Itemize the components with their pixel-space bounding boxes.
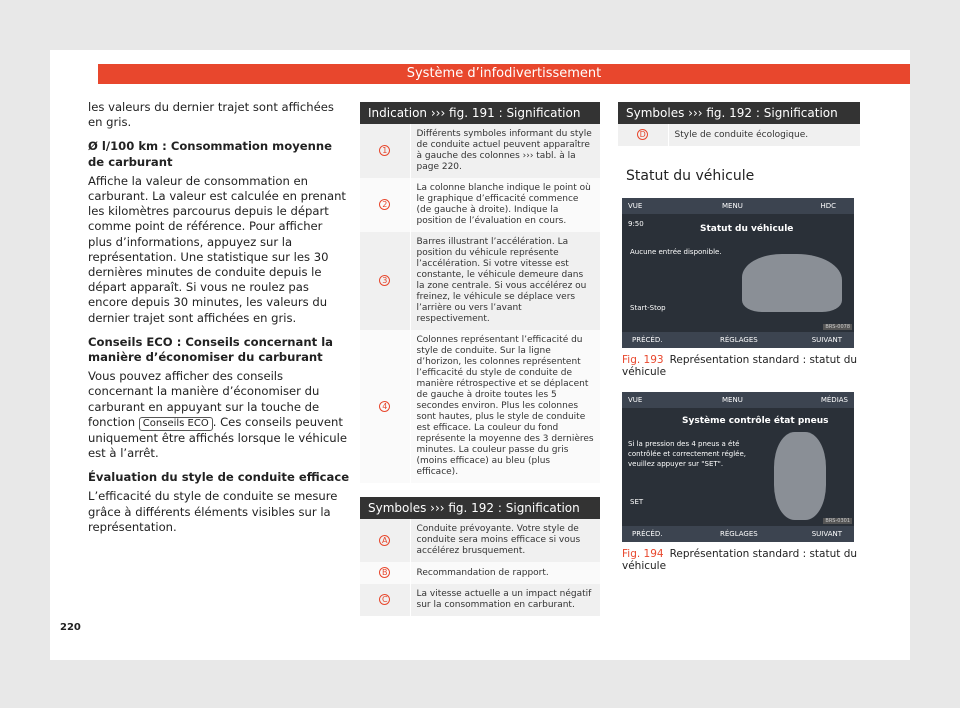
info-line: Si la pression des 4 pneus a été	[628, 440, 740, 448]
table-row	[360, 562, 600, 584]
table-cell: Barres illustrant l’accélération. La position du véhicule représente l’accélération. Si votre vitesse est constante, le véhicule demeure dans la zone centrale. Si vous accélérez ou freinez, le véhicule se déplace vers l’arrière ou vers l’avant respectivement.	[410, 232, 600, 330]
media-button: MÉDIAS	[820, 396, 848, 404]
table-cell: Conduite prévoyante. Votre style de conduite sera moins efficace si vous accélérez brusquement.	[410, 519, 600, 562]
table-row	[360, 178, 600, 232]
paragraph: L’efficacité du style de conduite se mesure grâce à différents éléments visibles sur la représentation.	[88, 489, 338, 534]
prev-button: PRÉCÉD.	[632, 530, 663, 538]
page-number: 220	[60, 622, 81, 633]
clock: 9:50	[628, 220, 644, 228]
menu-button: MENU	[722, 202, 743, 210]
letter-badge: B	[379, 567, 390, 578]
figure-label: Fig. 193	[622, 354, 664, 366]
table-row	[618, 124, 860, 146]
start-stop-label: Start-Stop	[630, 304, 666, 312]
number-badge: 4	[379, 401, 390, 412]
next-button: SUIVANT	[811, 530, 842, 538]
number-badge: 1	[379, 145, 390, 156]
screen-title: Statut du véhicule	[700, 224, 794, 234]
vue-button: VUE	[628, 202, 643, 210]
letter-badge: A	[379, 535, 390, 546]
info-line: veuillez appuyer sur "SET".	[628, 460, 724, 468]
table-row	[360, 519, 600, 562]
table-row	[360, 232, 600, 330]
figure-caption	[622, 354, 860, 378]
table-cell: La colonne blanche indique le point où le graphique d’efficacité commence (de gauche à droite). Indique la position de l’évaluation en cours.	[410, 178, 600, 232]
next-button: SUIVANT	[811, 336, 842, 344]
info-line: contrôlée et correctement réglée,	[628, 450, 746, 458]
vehicle-status-screen	[622, 198, 854, 348]
letter-badge: C	[379, 594, 390, 605]
figure-code: BRS-0301	[825, 518, 850, 524]
figure-caption	[622, 548, 860, 572]
car-top-view	[774, 432, 826, 520]
subheading: Conseils ECO : Conseils concernant la manière d’économiser du carburant	[88, 334, 333, 365]
table-symbols-d	[618, 102, 860, 146]
left-column	[88, 100, 350, 544]
menu-button: MENU	[722, 396, 743, 404]
header-title: Système d’infodivertissement	[98, 64, 910, 84]
tire-pressure-screen	[622, 392, 854, 542]
settings-button: RÉGLAGES	[720, 336, 758, 344]
figure-code: BRS-0078	[825, 324, 850, 330]
screen-title: Système contrôle état pneus	[682, 416, 829, 426]
table-header: Indication ››› fig. 191 : Signification	[360, 102, 600, 124]
paragraph-text: . Ces conseils peuvent uniquement être affichés lorsque le véhicule est à l’arrêt.	[88, 414, 347, 461]
caption-text: Représentation standard : statut du véhicule	[622, 548, 858, 572]
table-header: Symboles ››› fig. 192 : Signification	[360, 497, 600, 519]
table-cell: Recommandation de rapport.	[410, 562, 600, 584]
table-cell: Style de conduite écologique.	[668, 124, 860, 146]
table-header: Symboles ››› fig. 192 : Signification	[618, 102, 860, 124]
paragraph-text: Vous pouvez afficher des conseils concernant la manière d’économiser du carburant en appuyant sur la touche de fonction	[88, 369, 320, 429]
table-row	[360, 124, 600, 178]
number-badge: 2	[379, 199, 390, 210]
table-cell: Colonnes représentant l’efficacité du style de conduite. Sur la ligne d’horizon, les colonnes représentent l’efficacité du style de conduite de manière rétrospective et se déplacent de gauche à droite toutes les 5 secondes environ. Plus les colonnes sont hautes, plus le style de conduite est efficace. La couleur du fond représente la moyenne des 3 dernières minutes. La couleur passe du gris (moins efficace) au bleu (plus efficace).	[410, 330, 600, 483]
subheading: Ø l/100 km : Consommation moyenne de carburant	[88, 139, 333, 169]
status-message: Aucune entrée disponible.	[630, 248, 722, 256]
table-row	[360, 584, 600, 616]
figure-label: Fig. 194	[622, 548, 664, 560]
table-cell: La vitesse actuelle a un impact négatif sur la consommation en carburant.	[410, 584, 600, 616]
set-button: SET	[630, 498, 644, 506]
settings-button: RÉGLAGES	[720, 530, 758, 538]
table-row	[360, 330, 600, 483]
vue-button: VUE	[628, 396, 643, 404]
paragraph	[88, 369, 350, 461]
hdc-button: HDC	[820, 202, 836, 210]
section-title: Statut du véhicule	[626, 168, 755, 184]
number-badge: 3	[379, 275, 390, 286]
car-image	[742, 254, 842, 312]
right-column	[618, 102, 860, 572]
table-cell: Différents symboles informant du style de conduite actuel peuvent apparaître à gauche des colonnes ››› tabl. à la page 220.	[410, 124, 600, 178]
middle-column	[360, 102, 600, 616]
prev-button: PRÉCÉD.	[632, 336, 663, 344]
function-key: Conseils ECO	[139, 417, 213, 431]
table-indication	[360, 102, 600, 483]
letter-badge: D	[637, 129, 648, 140]
paragraph: Affiche la valeur de consommation en carburant. La valeur est calculée en prenant les kilomètres parcourus depuis le départ comme point de référence. Pour afficher plus d’informations, appuyez sur la représentation. Une statistique sur les 30 dernières minutes de conduite depuis le départ apparaît. Si vous ne roulez pas encore depuis 30 minutes, les valeurs du dernier trajet sont affichées en gris.	[88, 173, 346, 325]
page	[50, 50, 910, 660]
paragraph: les valeurs du dernier trajet sont affichées en gris.	[88, 100, 334, 130]
caption-text: Représentation standard : statut du véhicule	[622, 354, 858, 378]
subheading: Évaluation du style de conduite efficace	[88, 470, 350, 485]
table-symbols	[360, 497, 600, 616]
